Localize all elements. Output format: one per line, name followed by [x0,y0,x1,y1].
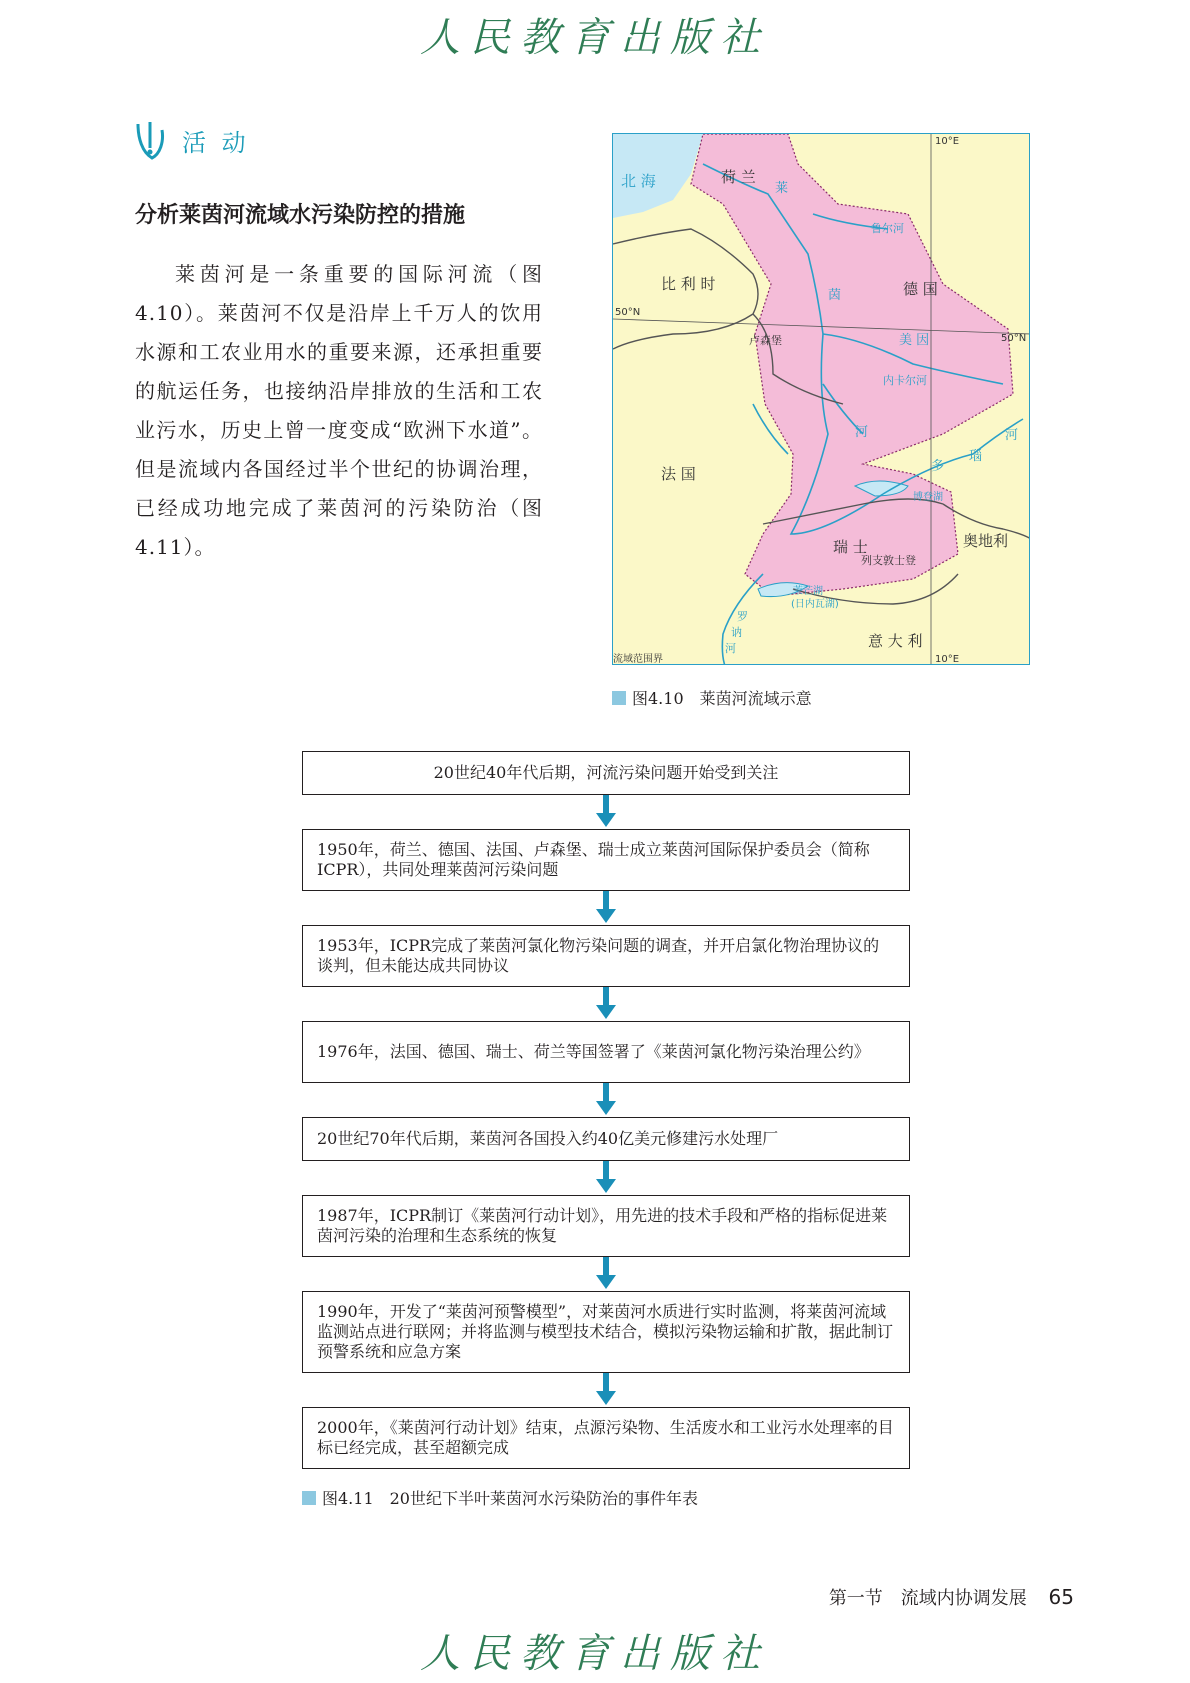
label-lat-left: 50°N [615,307,641,318]
timeline-event-text: 1953年，ICPR完成了莱茵河氯化物污染问题的调查，并开启氯化物治理协议的谈判，但未能达成共同协议 [317,936,880,975]
timeline-event-7 [302,1291,910,1373]
footer-section: 第一节 流域内协调发展 [828,1588,1027,1609]
label-north-sea: 北 海 [621,172,656,190]
label-lon-bottom: 10°E [935,654,960,665]
body-paragraph: 莱茵河是一条重要的国际河流（图4.10）。莱茵河不仅是沿岸上千万人的饮用水源和工农业用水的重要来源，还承担重要的航运任务，也接纳沿岸排放的生活和工农业污水，历史上曾一度变成“欧洲下水道”。但是流域内各国经过半个世纪的协调治理，已经成功地完成了莱茵河的污染防治（图4.11）。 [135,262,543,559]
down-arrow-icon [594,795,618,829]
timeline-event-text: 1950年，荷兰、德国、法国、卢森堡、瑞士成立莱茵河国际保护委员会（简称ICPR），共同处理莱茵河污染问题 [317,840,870,879]
timeline-event-text: 20世纪70年代后期，莱茵河各国投入约40亿美元修建污水处理厂 [317,1129,779,1148]
timeline-event-4 [302,1021,910,1083]
timeline-event-3 [302,925,910,987]
down-arrow-icon [594,1083,618,1117]
timeline-event-2 [302,829,910,891]
label-rhone-3: 河 [725,642,736,655]
timeline-caption [302,1486,698,1509]
label-lake-geneva-alt: (日内瓦湖) [791,599,839,610]
label-lake-geneva: 莱芒湖 [793,586,823,597]
timeline-event-text: 1990年，开发了“莱茵河预警模型”，对莱茵河水质进行实时监测，将莱茵河流域监测站点进行联网；并将监测与模型技术结合，模拟污染物运输和扩散，据此制订预警系统和应急方案 [317,1302,894,1361]
label-danube-2: 瑙 [969,449,983,464]
timeline-event-text: 1987年，ICPR制订《莱茵河行动计划》，用先进的技术手段和严格的指标促进莱茵河污染的治理和生态系统的恢复 [317,1206,888,1245]
label-danube-1: 多 [931,459,945,474]
timeline-event-text: 20世纪40年代后期，河流污染问题开始受到关注 [433,763,779,782]
label-france: 法 国 [661,465,696,483]
label-legend: 流域范围界 [613,654,663,665]
label-luxembourg: 卢森堡 [749,334,782,347]
activity-header [132,118,250,162]
activity-title: 活 动 [182,128,250,157]
timeline-event-8 [302,1407,910,1469]
label-lat-right: 50°N [1001,333,1027,344]
label-lon-top: 10°E [935,136,960,147]
down-arrow-icon [594,1373,618,1407]
label-danube-3: 河 [1005,428,1019,443]
label-rhine-3: 河 [855,425,869,440]
map-caption-text: 图4.10 莱茵河流域示意 [632,689,812,708]
label-netherlands: 荷 兰 [721,168,756,186]
page-number: 65 [1048,1585,1074,1609]
timeline-event-1 [302,751,910,795]
label-neckar: 内卡尔河 [883,374,927,387]
label-austria: 奥地利 [963,532,1009,550]
label-rhone-2: 讷 [731,626,742,639]
timeline-event-text: 2000年，《莱茵河行动计划》结束，点源污染物、生活废水和工业污水处理率的目标已经完成，甚至超额完成 [317,1418,894,1457]
label-rhone-1: 罗 [737,610,748,623]
label-italy: 意 大 利 [868,632,923,650]
down-arrow-icon [594,891,618,925]
basin-area [691,134,1013,596]
down-arrow-icon [594,1161,618,1195]
label-rhine-1: 莱 [775,181,789,196]
rhine-basin-map [612,133,1030,665]
label-switzerland: 瑞 士 [833,538,868,556]
timeline-event-text: 1976年，法国、德国、瑞士、荷兰等国签署了《莱茵河氯化物污染治理公约》 [317,1042,870,1061]
activity-icon [132,118,172,162]
publisher-footer: 人民教育出版社 [420,1631,770,1677]
label-germany: 德 国 [903,280,938,298]
down-arrow-icon [594,987,618,1021]
publisher-header: 人民教育出版社 [420,15,770,61]
caption-marker [302,1491,316,1505]
down-arrow-icon [594,1257,618,1291]
label-ruhr: 鲁尔河 [871,222,904,235]
label-belgium: 比 利 时 [661,275,716,293]
page-footer [829,1584,1074,1610]
timeline-caption-text: 图4.11 20世纪下半叶莱茵河水污染防治的事件年表 [322,1489,698,1508]
label-rhine-2: 茵 [828,288,842,303]
label-liechtenstein: 列支敦士登 [861,554,916,567]
caption-marker [612,691,626,705]
label-lake-constance: 博登湖 [913,492,943,503]
timeline-event-6 [302,1195,910,1257]
timeline-event-5 [302,1117,910,1161]
section-title: 分析莱茵河流域水污染防控的措施 [135,203,466,228]
map-caption [612,686,812,709]
label-main: 美 因 [899,333,930,348]
